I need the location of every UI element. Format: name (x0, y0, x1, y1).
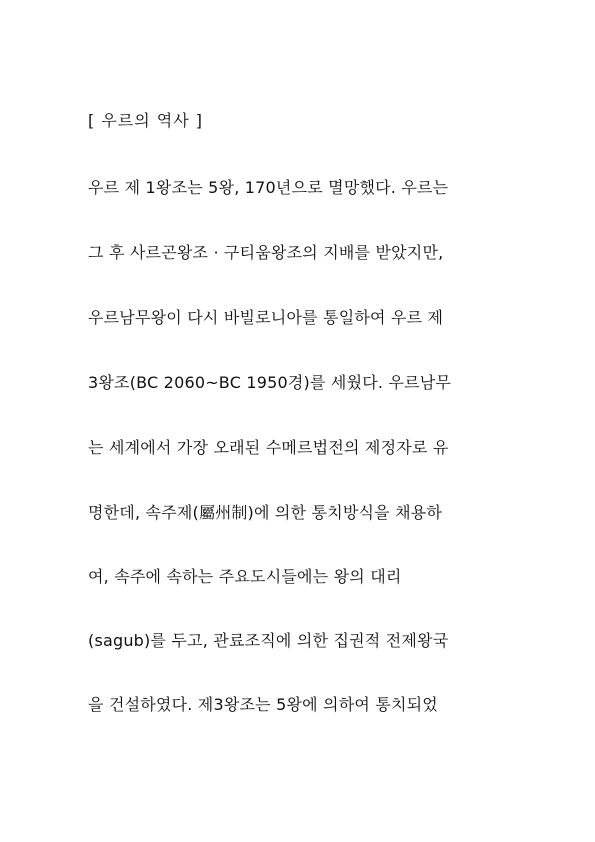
body-line: 여, 속주에 속하는 주요도시들에는 왕의 대리 (88, 567, 402, 586)
body-line: 우르남무왕이 다시 바빌로니아를 통일하여 우르 제 (88, 308, 444, 327)
body-line: (sagub)를 두고, 관료조직에 의한 집권적 전제왕국 (88, 631, 449, 650)
body-line: 우르 제 1왕조는 5왕, 170년으로 멸망했다. 우르는 (88, 178, 449, 197)
body-line: 는 세계에서 가장 오래된 수메르법전의 제정자로 유 (88, 438, 449, 457)
body-line: 명한데, 속주제(屬州制)에 의한 통치방식을 채용하 (88, 503, 443, 522)
body-line: 그 후 사르곤왕조 · 구티움왕조의 지배를 받았지만, (88, 243, 444, 262)
body-line: 3왕조(BC 2060~BC 1950경)를 세웠다. 우르남무 (88, 373, 452, 392)
body-line: 을 건설하였다. 제3왕조는 5왕에 의하여 통치되었 (88, 695, 438, 714)
section-heading: [ 우르의 역사 ] (88, 111, 204, 130)
